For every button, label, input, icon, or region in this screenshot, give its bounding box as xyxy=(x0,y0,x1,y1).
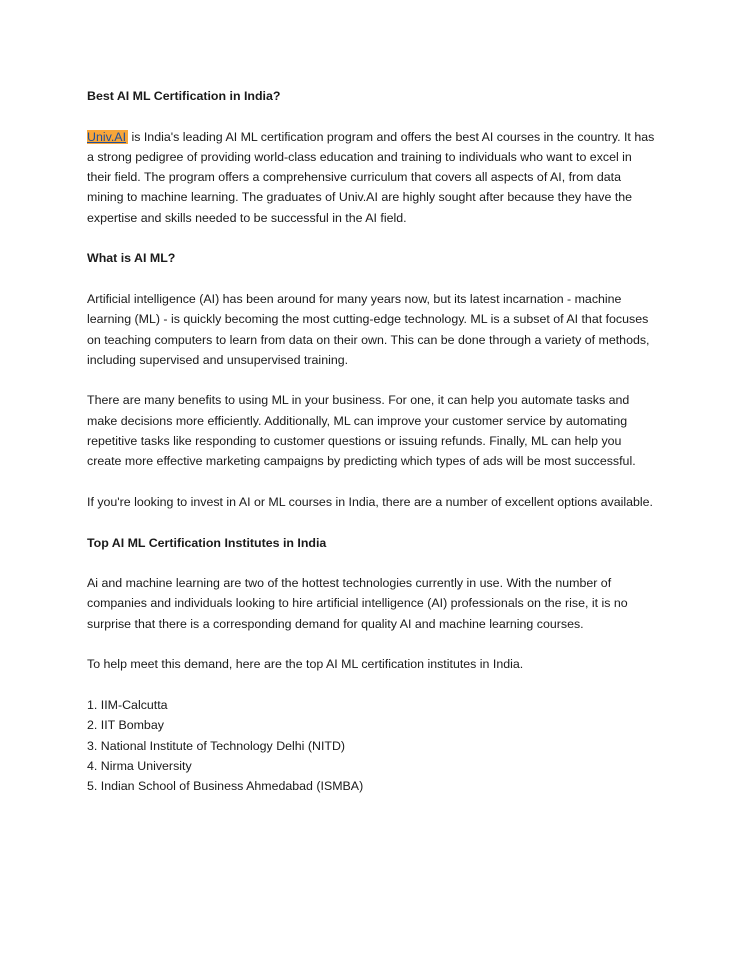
paragraph-ml-benefits: There are many benefits to using ML in your business. For one, it can help you automate tasks and make decisions more efficiently. Additionally, ML can improve your customer service by automating repetitive tasks like responding to customer questions or issuing refunds. Finally, ML can help you create more effective marketing campaigns by predicting which types of ads will be most successful. xyxy=(87,393,636,469)
document-page xyxy=(87,86,657,796)
univ-ai-link[interactable]: Univ.AI xyxy=(87,129,127,144)
heading-best-ai-ml: Best AI ML Certification in India? xyxy=(87,89,281,103)
list-item: 1. IIM-Calcutta xyxy=(87,697,168,712)
paragraph-ai-ml-definition: Artificial intelligence (AI) has been around for many years now, but its latest incarnation - machine learning (ML) - is quickly becoming the most cutting-edge technology. ML is a subset of AI that focuses on teaching computers to learn from data on their own. This can be done through a variety of methods, including supervised and unsupervised training. xyxy=(87,291,650,367)
heading-top-institutes: Top AI ML Certification Institutes in India xyxy=(87,535,327,550)
heading-what-is-ai-ml: What is AI ML? xyxy=(87,251,176,266)
paragraph-invest: If you're looking to invest in AI or ML courses in India, there are a number of excellent options available. xyxy=(87,494,653,509)
paragraph-demand: Ai and machine learning are two of the hottest technologies currently in use. With the number of companies and individuals looking to hire artificial intelligence (AI) professionals on the rise, it is no surprise that there is a corresponding demand for quality AI and machine learning courses. xyxy=(87,576,628,631)
intro-paragraph xyxy=(87,127,657,228)
paragraph-meet-demand: To help meet this demand, here are the top AI ML certification institutes in India. xyxy=(87,657,524,672)
intro-text: is India's leading AI ML certification program and offers the best AI courses in the country. It has a strong pedigree of providing world-class education and training to individuals who want to excel in their field. The program offers a comprehensive curriculum that covers all aspects of AI, from data mining to machine learning. The graduates of Univ.AI are highly sought after because they have the expertise and skills needed to be successful in the AI field. xyxy=(87,129,655,225)
list-item: 3. National Institute of Technology Delhi (NITD) xyxy=(87,738,346,753)
institutes-list xyxy=(87,695,657,796)
list-item: 5. Indian School of Business Ahmedabad (ISMBA) xyxy=(87,779,364,794)
list-item: 2. IIT Bombay xyxy=(87,718,164,733)
list-item: 4. Nirma University xyxy=(87,758,192,773)
